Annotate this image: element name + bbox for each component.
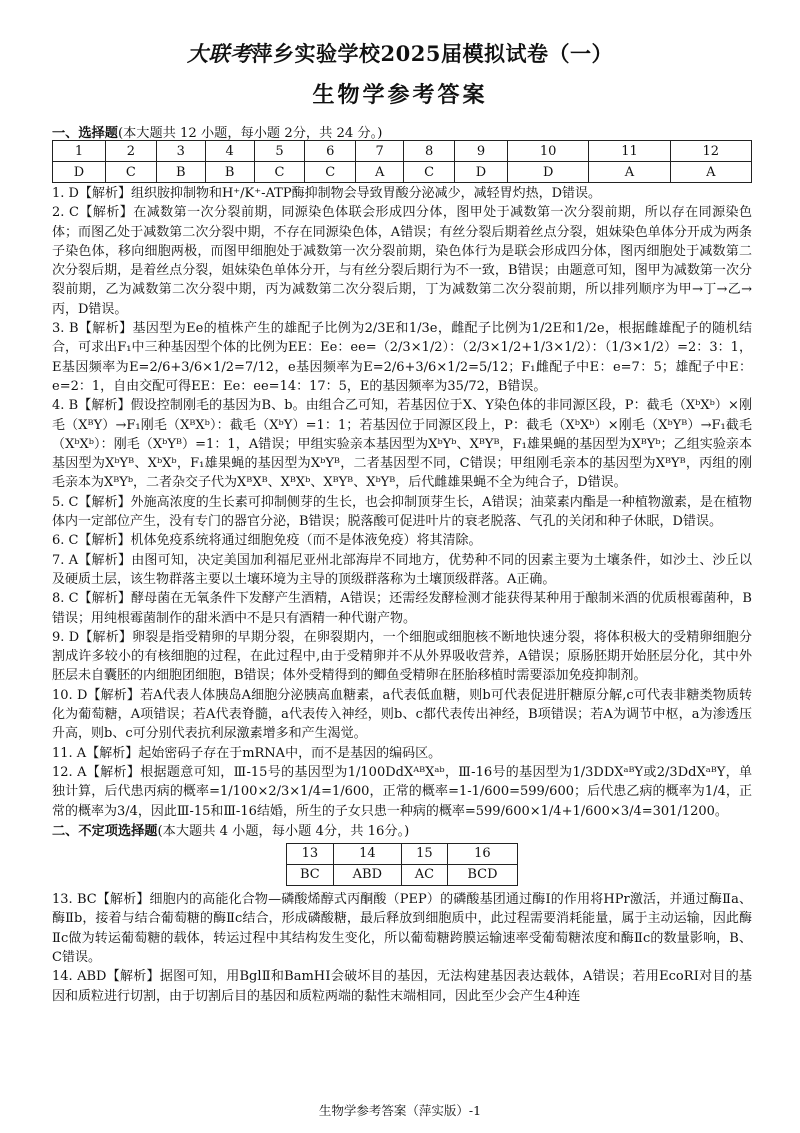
answer-table-cell: C xyxy=(254,162,305,183)
section-heading-label: 一、选择题 xyxy=(52,126,118,141)
page-footer: 生物学参考答案（萍实版）-1 xyxy=(318,1103,482,1118)
answer-table-cell: 5 xyxy=(254,141,305,162)
answer-table-cell: 15 xyxy=(402,844,448,865)
answer-table-cell: ABD xyxy=(333,865,401,886)
answer-table-cell: BCD xyxy=(447,865,517,886)
explanation-paragraph: 3. B【解析】基因型为Ee的植株产生的雄配子比例为2/3E和1/3e，雌配子比例为1/2E和1/2e，根据雌雄配子的随机结合，可求出F₁中三种基因型个体的比例为EE：Ee：ee=（2/3×1/2）：（2/3×1/2+1/3×1/2）：（1/3×1/2）=2：3：1，E基因频率为E=2/6+3/6×1/2=7/12，e基因频率为E=2/6+3/6×1/2=5/12；F₁雌配子中E：e=7：5；雄配子中E：e=2：1，自由交配可得EE：Ee：ee=14：17：5，E的基因频率为35/72，B错误。 xyxy=(52,321,752,394)
answer-table-cell: 3 xyxy=(156,141,205,162)
explanation-list-multi xyxy=(52,890,752,1006)
answer-table-cell: D xyxy=(455,162,508,183)
answer-table-cell: D xyxy=(53,162,106,183)
title-text: 萍乡实验学校2025届模拟试卷（一） xyxy=(251,41,613,66)
answer-table-cell: 2 xyxy=(106,141,157,162)
explanation-paragraph: 13. BC【解析】细胞内的高能化合物—磷酸烯醇式丙酮酸（PEP）的磷酸基团通过酶Ⅰ的作用将HPr激活，并通过酶Ⅱa、酶Ⅱb，接着与结合葡萄糖的酶Ⅱc结合，形成磷酸糖，最后释放到细胞质中，此过程需要消耗能量，属于主动运输，因此酶Ⅱc做为转运葡萄糖的载体，转运过程中其结构发生变化，所以葡萄糖跨膜运输速率受葡萄糖浓度和酶Ⅱc的数量影响，B、C错误。 xyxy=(52,892,752,965)
answer-table-answer-row xyxy=(53,162,752,183)
answer-table-multi xyxy=(286,843,518,886)
section-heading-choice xyxy=(52,122,382,141)
document-title xyxy=(0,38,800,68)
answer-table-cell: D xyxy=(508,162,589,183)
answer-table-number-row xyxy=(53,141,752,162)
answer-table-cell: 1 xyxy=(53,141,106,162)
explanation-paragraph: 7. A【解析】由图可知，决定美国加利福尼亚州北部海岸不同地方，优势种不同的因素主要为土壤条件，如沙土、沙丘以及硬质土层，该生物群落主要以土壤环境为主导的顶级群落称为土壤顶级群落。A正确。 xyxy=(52,552,752,587)
explanation-paragraph: 2. C【解析】在减数第一次分裂前期，同源染色体联会形成四分体，图甲处于减数第一次分裂前期，所以存在同源染色体；而图乙处于减数第二次分裂中期，不存在同源染色体，A错误；有丝分裂后期着丝点分裂，姐妹染色单体分开成为两条子染色体，移向细胞两极，而图甲细胞处于减数第一次分裂前期，染色体行为是联会形成四分体，图丙细胞处于减数第二次分裂后期，是着丝点分裂，姐妹染色单体分开，与有丝分裂后期行为不一致，B错误；由题意可知，图甲为减数第一次分裂前期，乙为减数第二次分裂中期，丙为减数第二次分裂后期，丁为减数第二次分裂前期，所以排列顺序为甲→丁→乙→丙，D错误。 xyxy=(52,205,752,317)
explanation-paragraph: 12. A【解析】根据题意可知，Ⅲ-15号的基因型为1/100DdXᴬᴮXᵃᵇ，Ⅲ-16号的基因型为1/3DDXᵃᴮY或2/3DdXᵃᴮY，单独计算，后代患丙病的概率=1/100×2/3×1/4=1/600，正常的概率=1-1/600=599/600；后代患乙病的概率为1/4，正常的概率为3/4，因此Ⅲ-15和Ⅲ-16结婚，所生的子女只患一种病的概率=599/600×1/4+1/600×3/4=301/1200。 xyxy=(52,764,752,819)
answer-table-cell: 12 xyxy=(670,141,751,162)
answer-table-cell: 10 xyxy=(508,141,589,162)
explanation-paragraph: 6. C【解析】机体免疫系统将通过细胞免疫（而不是体液免疫）将其清除。 xyxy=(52,533,482,549)
explanation-paragraph: 10. D【解析】若A代表人体胰岛A细胞分泌胰高血糖素，a代表低血糖，则b可代表促进肝糖原分解,c可代表非糖类物质转化为葡萄糖，A项错误；若A代表脊髓，a代表传入神经，则b、c都代表传出神经，B项错误；若A为调节中枢，a为渗透压升高，则b、c可分别代表抗利尿激素增多和产生渴觉。 xyxy=(52,687,752,742)
answer-table-cell: B xyxy=(156,162,205,183)
answer-table-cell: 6 xyxy=(305,141,356,162)
explanation-paragraph: 9. D【解析】卵裂是指受精卵的早期分裂，在卵裂期内，一个细胞或细胞核不断地快速分裂，将体积极大的受精卵细胞分割成许多较小的有核细胞的过程，在此过程中,由于受精卵并不从外界吸收营养，A错误；原肠胚期开始胚层分化，其中外胚层未自囊胚的内细胞团细胞，B错误；体外受精得到的鲫鱼受精卵在胚胎移植时需要添加免疫抑制剂。 xyxy=(52,629,752,684)
answer-table-cell: 9 xyxy=(455,141,508,162)
answer-table-cell: 7 xyxy=(356,141,404,162)
explanation-paragraph: 4. B【解析】假设控制刚毛的基因为B、b。由组合乙可知，若基因位于X、Y染色体的非同源区段，P：截毛（XᵇXᵇ）×刚毛（XᴮY）→F₁刚毛（XᴮXᵇ）：截毛（XᵇY）=1：1；若基因位于同源区段上，P：截毛（XᵇXᵇ）×刚毛（XᵇYᴮ）→F₁截毛（XᵇXᵇ）：刚毛（XᵇYᴮ）=1：1，A错误；甲组实验亲本基因型为XᵇYᵇ、XᴮYᴮ，F₁雄果蝇的基因型为XᴮYᵇ；乙组实验亲本基因型为XᵇYᴮ、XᵇXᵇ，F₁雄果蝇的基因型为XᵇYᴮ，二者基因型不同，C错误；甲组刚毛亲本的基因型为XᴮYᴮ，丙组的刚毛亲本为XᴮYᵇ，二者杂交子代为XᴮXᴮ、XᴮXᵇ、XᴮYᴮ、XᵇYᴮ，后代雌雄果蝇不全为纯合子，D错误。 xyxy=(52,398,752,491)
answer-table-cell: A xyxy=(356,162,404,183)
explanation-list-choice xyxy=(52,184,752,821)
answer-table-choice xyxy=(52,140,752,183)
section-heading-note: (本大题共 4 小题，每小题 4分，共 16分。) xyxy=(157,823,410,839)
explanation-paragraph: 5. C【解析】外施高浓度的生长素可抑制侧芽的生长，也会抑制顶芽生长，A错误；油菜素内酯是一种植物激素，是在植物体内一定部位产生，没有专门的器官分泌，B错误；脱落酸可促进叶片的衰老脱落、气孔的关闭和种子休眠，D错误。 xyxy=(52,494,752,530)
answer-table-cell: C xyxy=(404,162,455,183)
answer-table-cell: 8 xyxy=(404,141,455,162)
answer-table-cell: B xyxy=(205,162,254,183)
answer-table-cell: C xyxy=(305,162,356,183)
explanation-paragraph: 11. A【解析】起始密码子存在于mRNA中，而不是基因的编码区。 xyxy=(52,745,442,761)
answer-table-cell: 13 xyxy=(287,844,334,865)
answer-table-cell: C xyxy=(106,162,157,183)
answer-table-cell: AC xyxy=(402,865,448,886)
answer-table-cell: BC xyxy=(287,865,334,886)
answer-table-cell: 14 xyxy=(333,844,401,865)
brand-logo-text: 大联考 xyxy=(187,41,252,66)
answer-table-cell: 4 xyxy=(205,141,254,162)
explanation-paragraph: 14. ABD【解析】据图可知，用BglⅡ和BamHⅠ会破坏目的基因，无法构建基因表达载体，A错误；若用EcoRⅠ对目的基因和质粒进行切割，由于切割后目的基因和质粒两端的黏性末端相同，因此至少会产生4种连 xyxy=(52,969,752,1004)
explanation-paragraph: 8. C【解析】酵母菌在无氧条件下发酵产生酒精，A错误；还需经发酵检测才能获得某种用于酿制米酒的优质根霉菌种，B错误；用纯根霉菌制作的甜米酒中不是只有酒精一种代谢产物。 xyxy=(52,591,752,626)
answer-table-number-row xyxy=(287,844,518,865)
answer-table-cell: A xyxy=(670,162,751,183)
explanation-paragraph: 1. D【解析】组织胺抑制物和H⁺/K⁺-ATP酶抑制物会导致胃酸分泌减少，减轻胃灼热，D错误。 xyxy=(52,186,602,201)
section-heading-label: 二、不定项选择题 xyxy=(52,823,158,839)
answer-table-cell: 11 xyxy=(589,141,670,162)
section-heading-note: (本大题共 12 小题，每小题 2分，共 24 分。) xyxy=(117,126,383,141)
answer-table-answer-row xyxy=(287,865,518,886)
document-subtitle: 生物学参考答案 xyxy=(312,82,488,108)
answer-table-cell: A xyxy=(589,162,670,183)
section-heading-multi xyxy=(52,822,752,841)
answer-table-cell: 16 xyxy=(447,844,517,865)
explanations-body xyxy=(52,184,752,1006)
